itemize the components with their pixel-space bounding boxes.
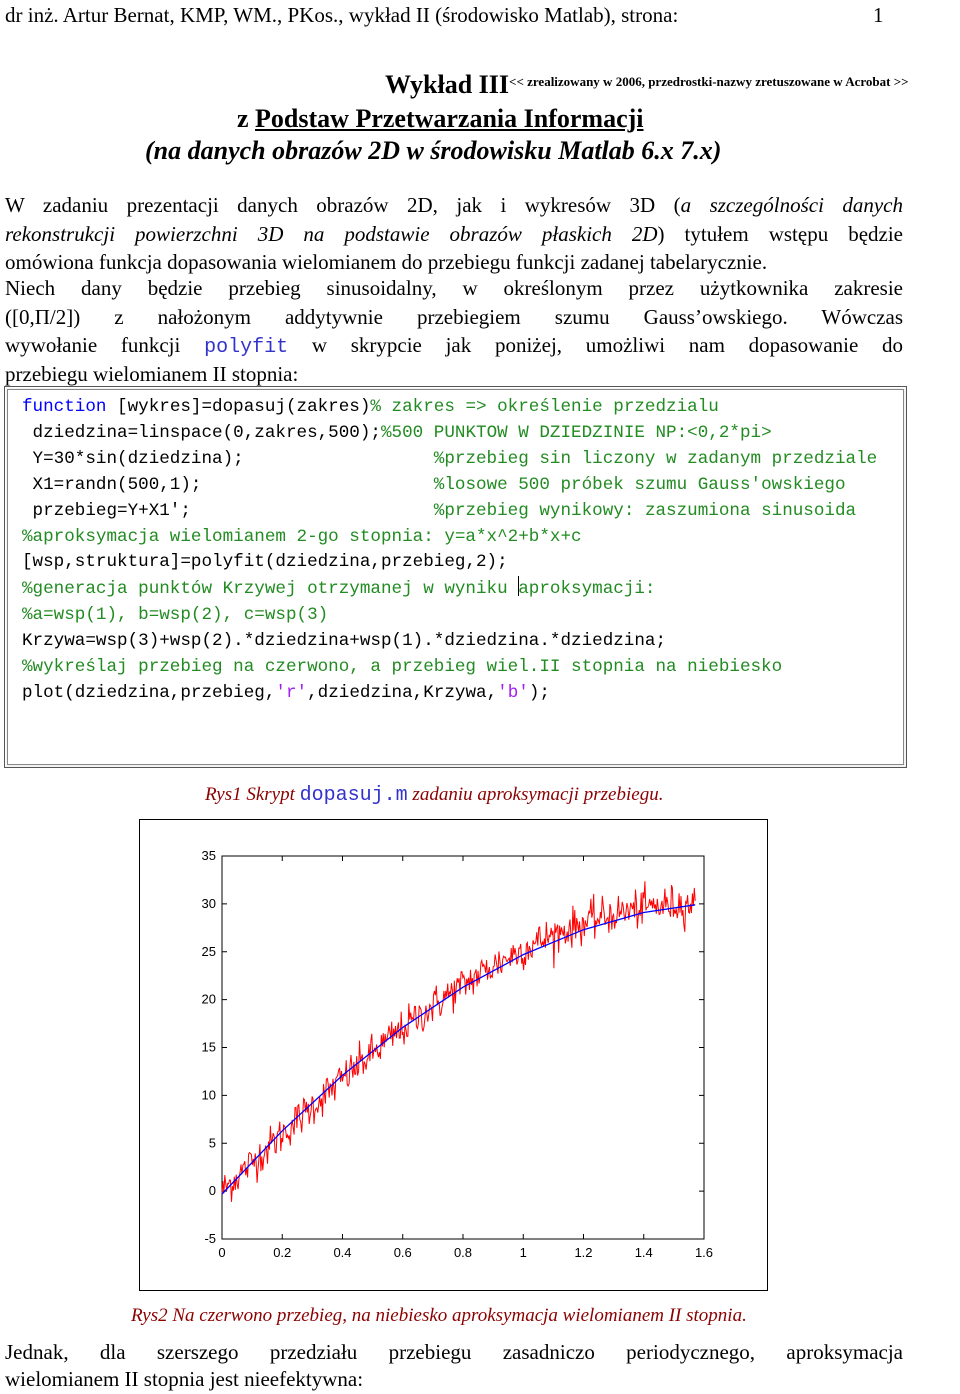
code-comment: % zakres => określenie przedzialu: [370, 397, 719, 417]
paragraph-intro: [5, 191, 903, 277]
y-tick-label: 25: [201, 943, 216, 959]
code-comment: %przebieg sin liczony w zadanym przedziale: [433, 448, 878, 469]
code-line: [22, 683, 550, 703]
paragraph-line: przebiegu wielomianem II stopnia:: [5, 361, 299, 386]
code-text: Krzywa=wsp(3)+wsp(2).*dziedzina+wsp(1).*dziedzina.*dziedzina;: [22, 631, 667, 652]
paragraph-line: [5, 331, 903, 360]
caption-filename: dopasuj.m: [299, 784, 408, 807]
y-tick-label: -5: [204, 1231, 216, 1246]
code-comment: %przebieg wynikowy: zaszumiona sinusoida: [433, 500, 857, 521]
paragraph-line: ([0,Π/2]) z nałożonym addytywnie przebiegiem szumu Gauss’owskiego. Wówczas: [5, 304, 903, 329]
code-text: [wsp,struktura]=polyfit(dziedzina,przebieg,2);: [22, 552, 508, 573]
y-tick-label: 5: [208, 1135, 216, 1151]
code-line: [22, 397, 719, 417]
caption-text: Rys1 Skrypt: [205, 784, 300, 805]
x-tick-label: 1.2: [574, 1245, 593, 1260]
page-number: 1: [873, 3, 884, 27]
code-string: 'b': [497, 682, 529, 703]
matlab-script: [22, 395, 877, 707]
code-editor-window: [4, 386, 907, 768]
paragraph-line: omówiona funkcja dopasowania wielomianem do przebiegu funkcji zadanej tabelarycznie.: [5, 250, 768, 274]
code-line: [22, 501, 856, 521]
y-tick-label: 10: [201, 1087, 216, 1103]
lecture-title-main: Wykład III: [385, 70, 510, 99]
code-comment: %losowe 500 próbek szumu Gauss'owskiego: [433, 474, 846, 495]
paragraph-line: wielomianem II stopnia jest nieefektywna:: [5, 1367, 364, 1391]
code-text: ,dziedzina,Krzywa,: [307, 682, 498, 703]
matlab-figure: [139, 819, 768, 1291]
code-line: [22, 423, 772, 443]
polyfit-function-name: polyfit: [204, 336, 289, 359]
code-text: [wykres]=dopasuj(zakres): [106, 397, 371, 417]
code-text: X1=randn(500,1);: [22, 474, 202, 495]
code-comment: aproksymacji:: [518, 579, 656, 600]
text-span-italic: a szczególności danych: [680, 193, 903, 217]
code-text: plot(dziedzina,przebieg,: [22, 682, 276, 703]
subject-title: [237, 104, 644, 134]
code-line: [22, 579, 656, 599]
subject-title-name: Podstaw Przetwarzania Informacji: [255, 104, 644, 133]
caption-text: zadaniu aproksymacji przebiegu.: [407, 784, 664, 805]
subject-subtitle: (na danych obrazów 2D w środowisku Matlab 6.x 7.x): [145, 136, 722, 165]
text-span: W zadaniu prezentacji danych obrazów 2D, jak i wykresów 3D (: [5, 193, 681, 217]
y-tick-label: 30: [201, 895, 216, 911]
x-tick-label: 1.4: [634, 1245, 653, 1260]
x-tick-label: 0.2: [273, 1245, 292, 1260]
code-text: przebieg=Y+X1';: [22, 500, 191, 521]
paragraph-line: Niech dany będzie przebieg sinusoidalny, w określonym przez użytkownika zakresie: [5, 276, 903, 300]
code-comment: %generacja punktów Krzywej otrzymanej w wyniku: [22, 579, 519, 600]
code-comment: %500 PUNKTOW W DZIEDZINIE NP:<0,2*pi>: [380, 422, 772, 443]
code-comment: %a=wsp(1), b=wsp(2), c=wsp(3): [22, 605, 329, 626]
text-span-italic: rekonstrukcji powierzchni 3D na podstawie obrazów płaskich 2D: [5, 221, 658, 246]
code-line: [22, 449, 877, 469]
lecture-title-note: << zrealizowany w 2006, przedrostki-nazwy zretuszowane w Acrobat >>: [509, 74, 909, 89]
paragraph-line: [5, 191, 903, 220]
text-span: w skrypcie jak poniżej, umożliwi nam dopasowanie do: [311, 333, 904, 357]
code-text: dziedzina=linspace(0,zakres,500);: [22, 422, 381, 443]
text-span: ) tytułem wstępu będzie: [657, 221, 903, 246]
code-comment: %aproksymacja wielomianem 2-go stopnia: y=a*x^2+b*x+c: [22, 526, 582, 547]
x-tick-label: 1: [519, 1245, 527, 1260]
paragraph-problem: [5, 274, 903, 388]
code-comment: %wykreślaj przebieg na czerwono, a przebieg wiel.II stopnia na niebiesko: [22, 657, 783, 678]
figure-caption-1: [205, 784, 663, 807]
x-tick-label: 1.6: [694, 1245, 714, 1260]
code-text: );: [528, 682, 550, 703]
paragraph-line: Jednak, dla szerszego przedziału przebiegu zasadniczo periodycznego, aproksymacja: [5, 1340, 903, 1364]
y-tick-label: 0: [208, 1183, 216, 1199]
y-tick-label: 35: [201, 848, 216, 863]
page-header: dr inż. Artur Bernat, KMP, WM., PKos., wykład II (środowisko Matlab), strona:: [5, 3, 679, 27]
text-span: wywołanie funkcji: [5, 333, 181, 357]
paragraph-conclusion: [5, 1339, 903, 1393]
figure-caption-2: Rys2 Na czerwono przebieg, na niebiesko aproksymacja wielomianem II stopnia.: [131, 1305, 747, 1326]
x-tick-label: 0: [218, 1245, 226, 1260]
paragraph-line: [5, 220, 903, 249]
y-tick-label: 20: [201, 991, 216, 1007]
y-tick-label: 15: [201, 1039, 216, 1055]
code-string: 'r': [275, 682, 308, 703]
lecture-title: [385, 70, 909, 100]
code-editor-pane: [7, 389, 904, 765]
keyword-function: function: [22, 397, 107, 417]
x-tick-label: 0.8: [453, 1245, 473, 1260]
plot-axes-box: [222, 856, 704, 1239]
x-tick-label: 0.6: [393, 1245, 412, 1260]
code-line: [22, 475, 846, 495]
plot-svg: [140, 820, 767, 1290]
x-tick-label: 0.4: [333, 1245, 352, 1260]
code-text: Y=30*sin(dziedzina);: [22, 448, 244, 469]
subject-title-prefix: z: [237, 104, 256, 133]
